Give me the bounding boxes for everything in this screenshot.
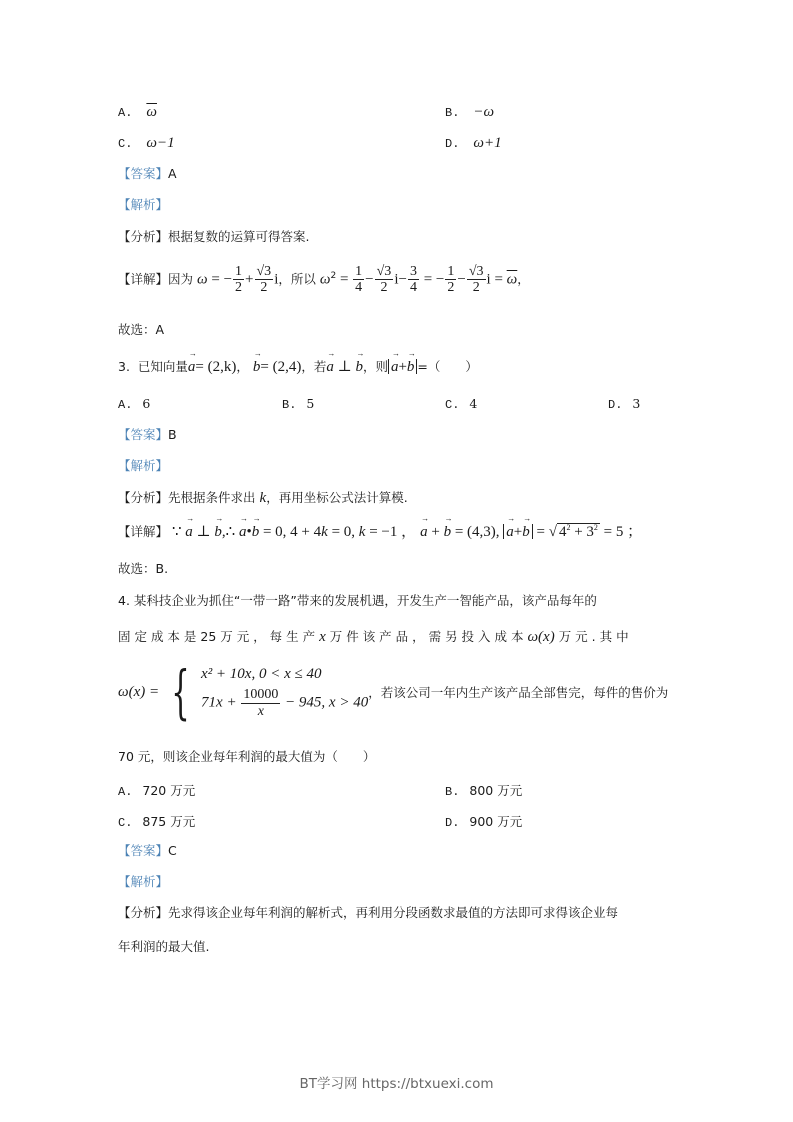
q4-option-b: B. 800 万元: [445, 783, 523, 799]
q3-option-c: C. 4: [445, 396, 478, 412]
q4-fenxi-line1: 【分析】先求得该企业每年利润的解析式，再利用分段函数求最值的方法即可求得该企业每: [118, 905, 619, 920]
q3-fenxi: 【分析】先根据条件求出 k，再用坐标公式法计算模.: [118, 490, 408, 506]
q4-option-a: A. 720 万元: [118, 783, 196, 799]
q2-guxuan: 故选：A: [118, 322, 165, 337]
q2-option-c: C. ω−1: [118, 135, 175, 151]
q2-option-b: B. −ω: [445, 104, 495, 120]
q2-fenxi: 【分析】根据复数的运算可得答案.: [118, 229, 310, 244]
q2-option-a: A. $\overline{\omega}$: [118, 104, 157, 120]
q2-xiangjie: 【详解】因为 ω = − $\frac{1}{2}$ + $\frac{√3}{2}$ i，所以 $\omega^2$ = $\frac{1}{4}$ − $\frac{√3}{2}$ i− $\frac{3}{4}$ = − $\frac{1}{2}$ − $\frac{√3}{2}$ $i = \overline{\omega}$，: [118, 264, 530, 296]
q2-option-d: D. ω+1: [445, 135, 502, 151]
q4-stem-line2: 固 定 成 本 是 25 万 元 ， 每 生 产 x 万 件 该 产 品 ， 需 另 投 入 成 本 ω(x) 万 元 . 其 中: [118, 629, 629, 645]
q4-piecewise-function: ω(x) = { x² + 10x, 0 < x ≤ 40 71x + $\frac{10000}{x}$ − 945, x > 40 ，若该公司一年内生产该产品全部售完，每件的售价为: [118, 658, 669, 726]
q4-option-d: D. 900 万元: [445, 814, 523, 830]
q4-option-c: C. 875 万元: [118, 814, 196, 830]
q4-stem-line4: 70 元，则该企业每年利润的最大值为（ ）: [118, 749, 376, 764]
q3-option-a: A. 6: [118, 396, 151, 412]
q3-option-b: B. 5: [282, 396, 315, 412]
q4-stem-line1: 4. 某科技企业为抓住“一带一路”带来的发展机遇，开发生产一智能产品，该产品每年的: [118, 593, 597, 608]
footer-watermark: BT学习网 https://btxuexi.com: [299, 1076, 494, 1092]
q4-answer: 【答案】C: [118, 843, 177, 858]
q3-option-d: D. 3: [608, 396, 641, 412]
q3-jiexi-heading: 【解析】: [118, 458, 169, 473]
q3-stem: 3. 已知向量→ a= (2,k)， → b= (2,4)，若→ a ⊥ → b，则 → a+→ b =（ ）: [118, 358, 478, 376]
q2-jiexi-heading: 【解析】: [118, 197, 169, 212]
q3-answer: 【答案】B: [118, 427, 177, 442]
left-brace-icon: {: [171, 658, 190, 726]
q4-fenxi-line2: 年利润的最大值.: [118, 939, 210, 954]
q3-xiangjie: 【详解】 ∵ → a ⊥ → b,∴ → a•→ b = 0, 4 + 4k = 0, k = −1 ， → a + → b = (4,3), → a+→ b = √ $4^2 + 3^2 = 5$ ；: [118, 523, 642, 541]
q4-jiexi-heading: 【解析】: [118, 874, 169, 889]
q3-guxuan: 故选：B.: [118, 561, 169, 576]
omega-bar: $\overline{\omega}$: [146, 104, 157, 120]
q2-answer: 【答案】A: [118, 166, 177, 181]
